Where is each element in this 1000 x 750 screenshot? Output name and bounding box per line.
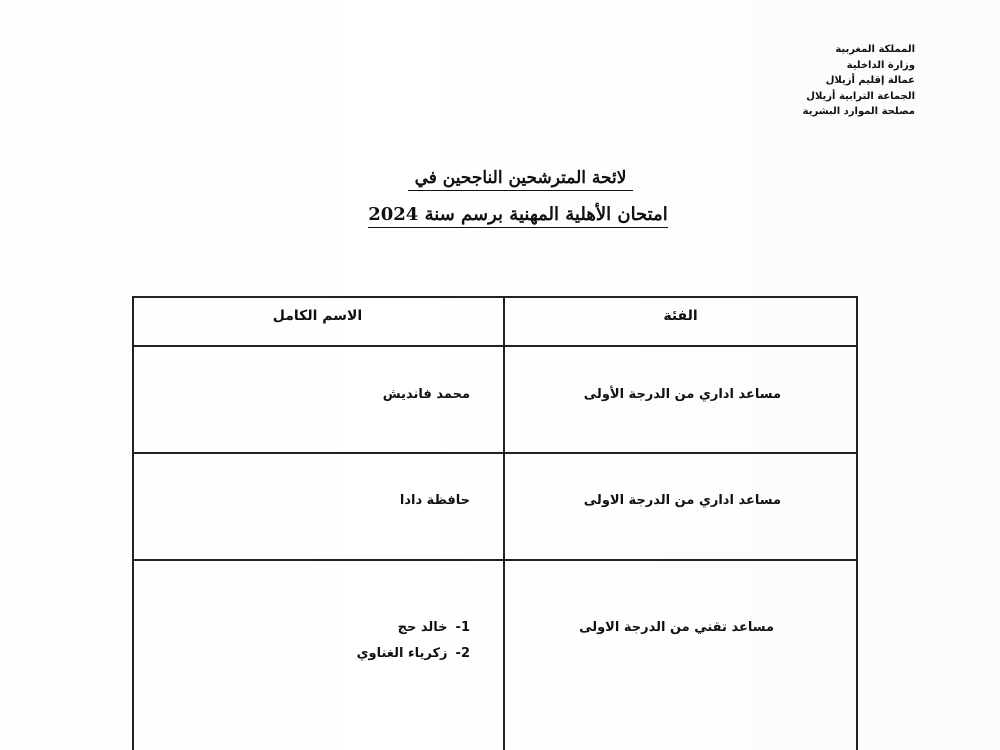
table-row-3-names <box>357 618 470 664</box>
table-row-2-name: حافظة دادا <box>399 493 470 508</box>
candidate-name: زكرياء الغناوي <box>356 646 448 661</box>
table-border-left <box>132 296 134 750</box>
table-row-1-name: محمد فانديش <box>382 387 470 402</box>
table-row-3-category: مساعد تقني من الدرجة الاولى <box>579 620 774 635</box>
header-line-province: عمالة إقليم أزيلال <box>825 75 915 86</box>
table-column-divider <box>503 296 505 750</box>
table-row-3-name-1 <box>357 618 470 638</box>
document-title-line-2: امتحان الأهلية المهنية برسم سنة 2024 <box>368 204 668 228</box>
results-table <box>132 296 858 750</box>
list-number: -2 <box>455 646 470 661</box>
header-line-ministry: وزارة الداخلية <box>846 59 915 71</box>
column-header-full-name: الاسم الكامل <box>272 308 363 324</box>
table-row-divider-1 <box>132 452 858 454</box>
table-row-3-name-2 <box>357 644 470 664</box>
header-line-department: مصلحة الموارد البشرية <box>802 106 915 117</box>
column-header-category: الفئة <box>663 308 698 324</box>
table-row-divider-2 <box>132 559 858 561</box>
candidate-name: خالد حج <box>397 620 448 635</box>
header-line-commune: الجماعة الترابية أزيلال <box>806 90 915 102</box>
table-header-divider <box>132 345 858 347</box>
table-row-1-category: مساعد اداري من الدرجة الأولى <box>583 387 781 402</box>
table-row-2-category: مساعد اداري من الدرجة الاولى <box>583 493 781 508</box>
administrative-header <box>803 42 915 120</box>
table-border-top <box>132 296 858 298</box>
table-border-right <box>856 296 858 750</box>
document-title-line-1: لائحة المترشحين الناجحين في <box>408 168 633 191</box>
header-line-kingdom: المملكة المغربية <box>835 44 915 55</box>
list-number: -1 <box>455 620 470 635</box>
